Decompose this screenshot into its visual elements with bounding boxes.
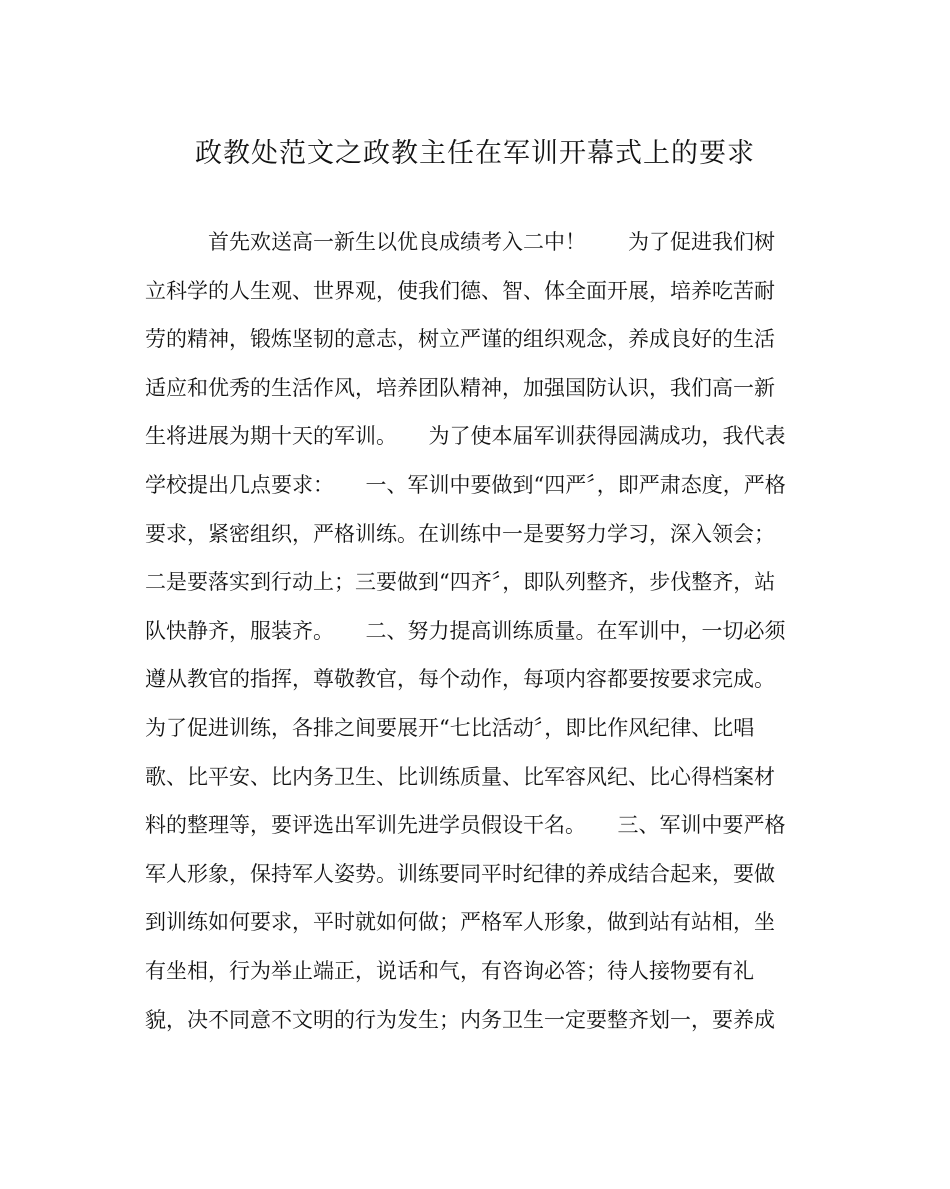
body-line: 学校提出几点要求： 一、军训中要做到“四严〞，即严肃态度，严格 — [145, 472, 786, 497]
body-line: 二是要落实到行动上；三要做到“四齐〞，即队列整齐，步伐整齐，站 — [145, 570, 776, 595]
body-line: 立科学的人生观、世界观，使我们德、智、体全面开展，培养吃苦耐 — [145, 278, 775, 303]
body-line: 为了促进训练，各排之间要展开“七比活动〞，即比作风纪律、比唱 — [145, 715, 755, 740]
body-line: 队快静齐，服装齐。 二、努力提高训练质量。在军训中，一切必须 — [145, 618, 786, 643]
body-line: 貌，决不同意不文明的行为发生；内务卫生一定要整齐划一，要养成 — [145, 1007, 775, 1032]
body-line: 军人形象，保持军人姿势。训练要同平时纪律的养成结合起来，要做 — [145, 861, 775, 886]
body-line: 适应和优秀的生活作风，培养团队精神，加强国防认识，我们高一新 — [145, 375, 775, 400]
body-line: 有坐相，行为举止端正，说话和气，有咨询必答；待人接物要有礼 — [145, 958, 754, 983]
body-line: 料的整理等，要评选出军训先进学员假设干名。 三、军训中要严格 — [145, 813, 786, 838]
body-line: 首先欢送高一新生以优良成绩考入二中！ 为了促进我们树 — [145, 230, 775, 254]
body-line: 歌、比平安、比内务卫生、比训练质量、比军容风纪、比心得档案材 — [145, 764, 775, 789]
body-line: 要求，紧密组织，严格训练。在训练中一是要努力学习，深入领会； — [145, 521, 775, 546]
document-body — [145, 218, 810, 1044]
body-line: 劳的精神，锻炼坚韧的意志，树立严谨的组织观念，养成良好的生活 — [145, 327, 775, 352]
body-line: 遵从教官的指挥，尊敬教官，每个动作，每项内容都要按要求完成。 — [145, 667, 775, 692]
body-line: 生将进展为期十天的军训。 为了使本届军训获得园满成功，我代表 — [145, 424, 786, 449]
document-title: 政教处范文之政教主任在军训开幕式上的要求 — [195, 138, 755, 169]
body-line: 到训练如何要求，平时就如何做；严格军人形象，做到站有站相，坐 — [145, 910, 775, 935]
